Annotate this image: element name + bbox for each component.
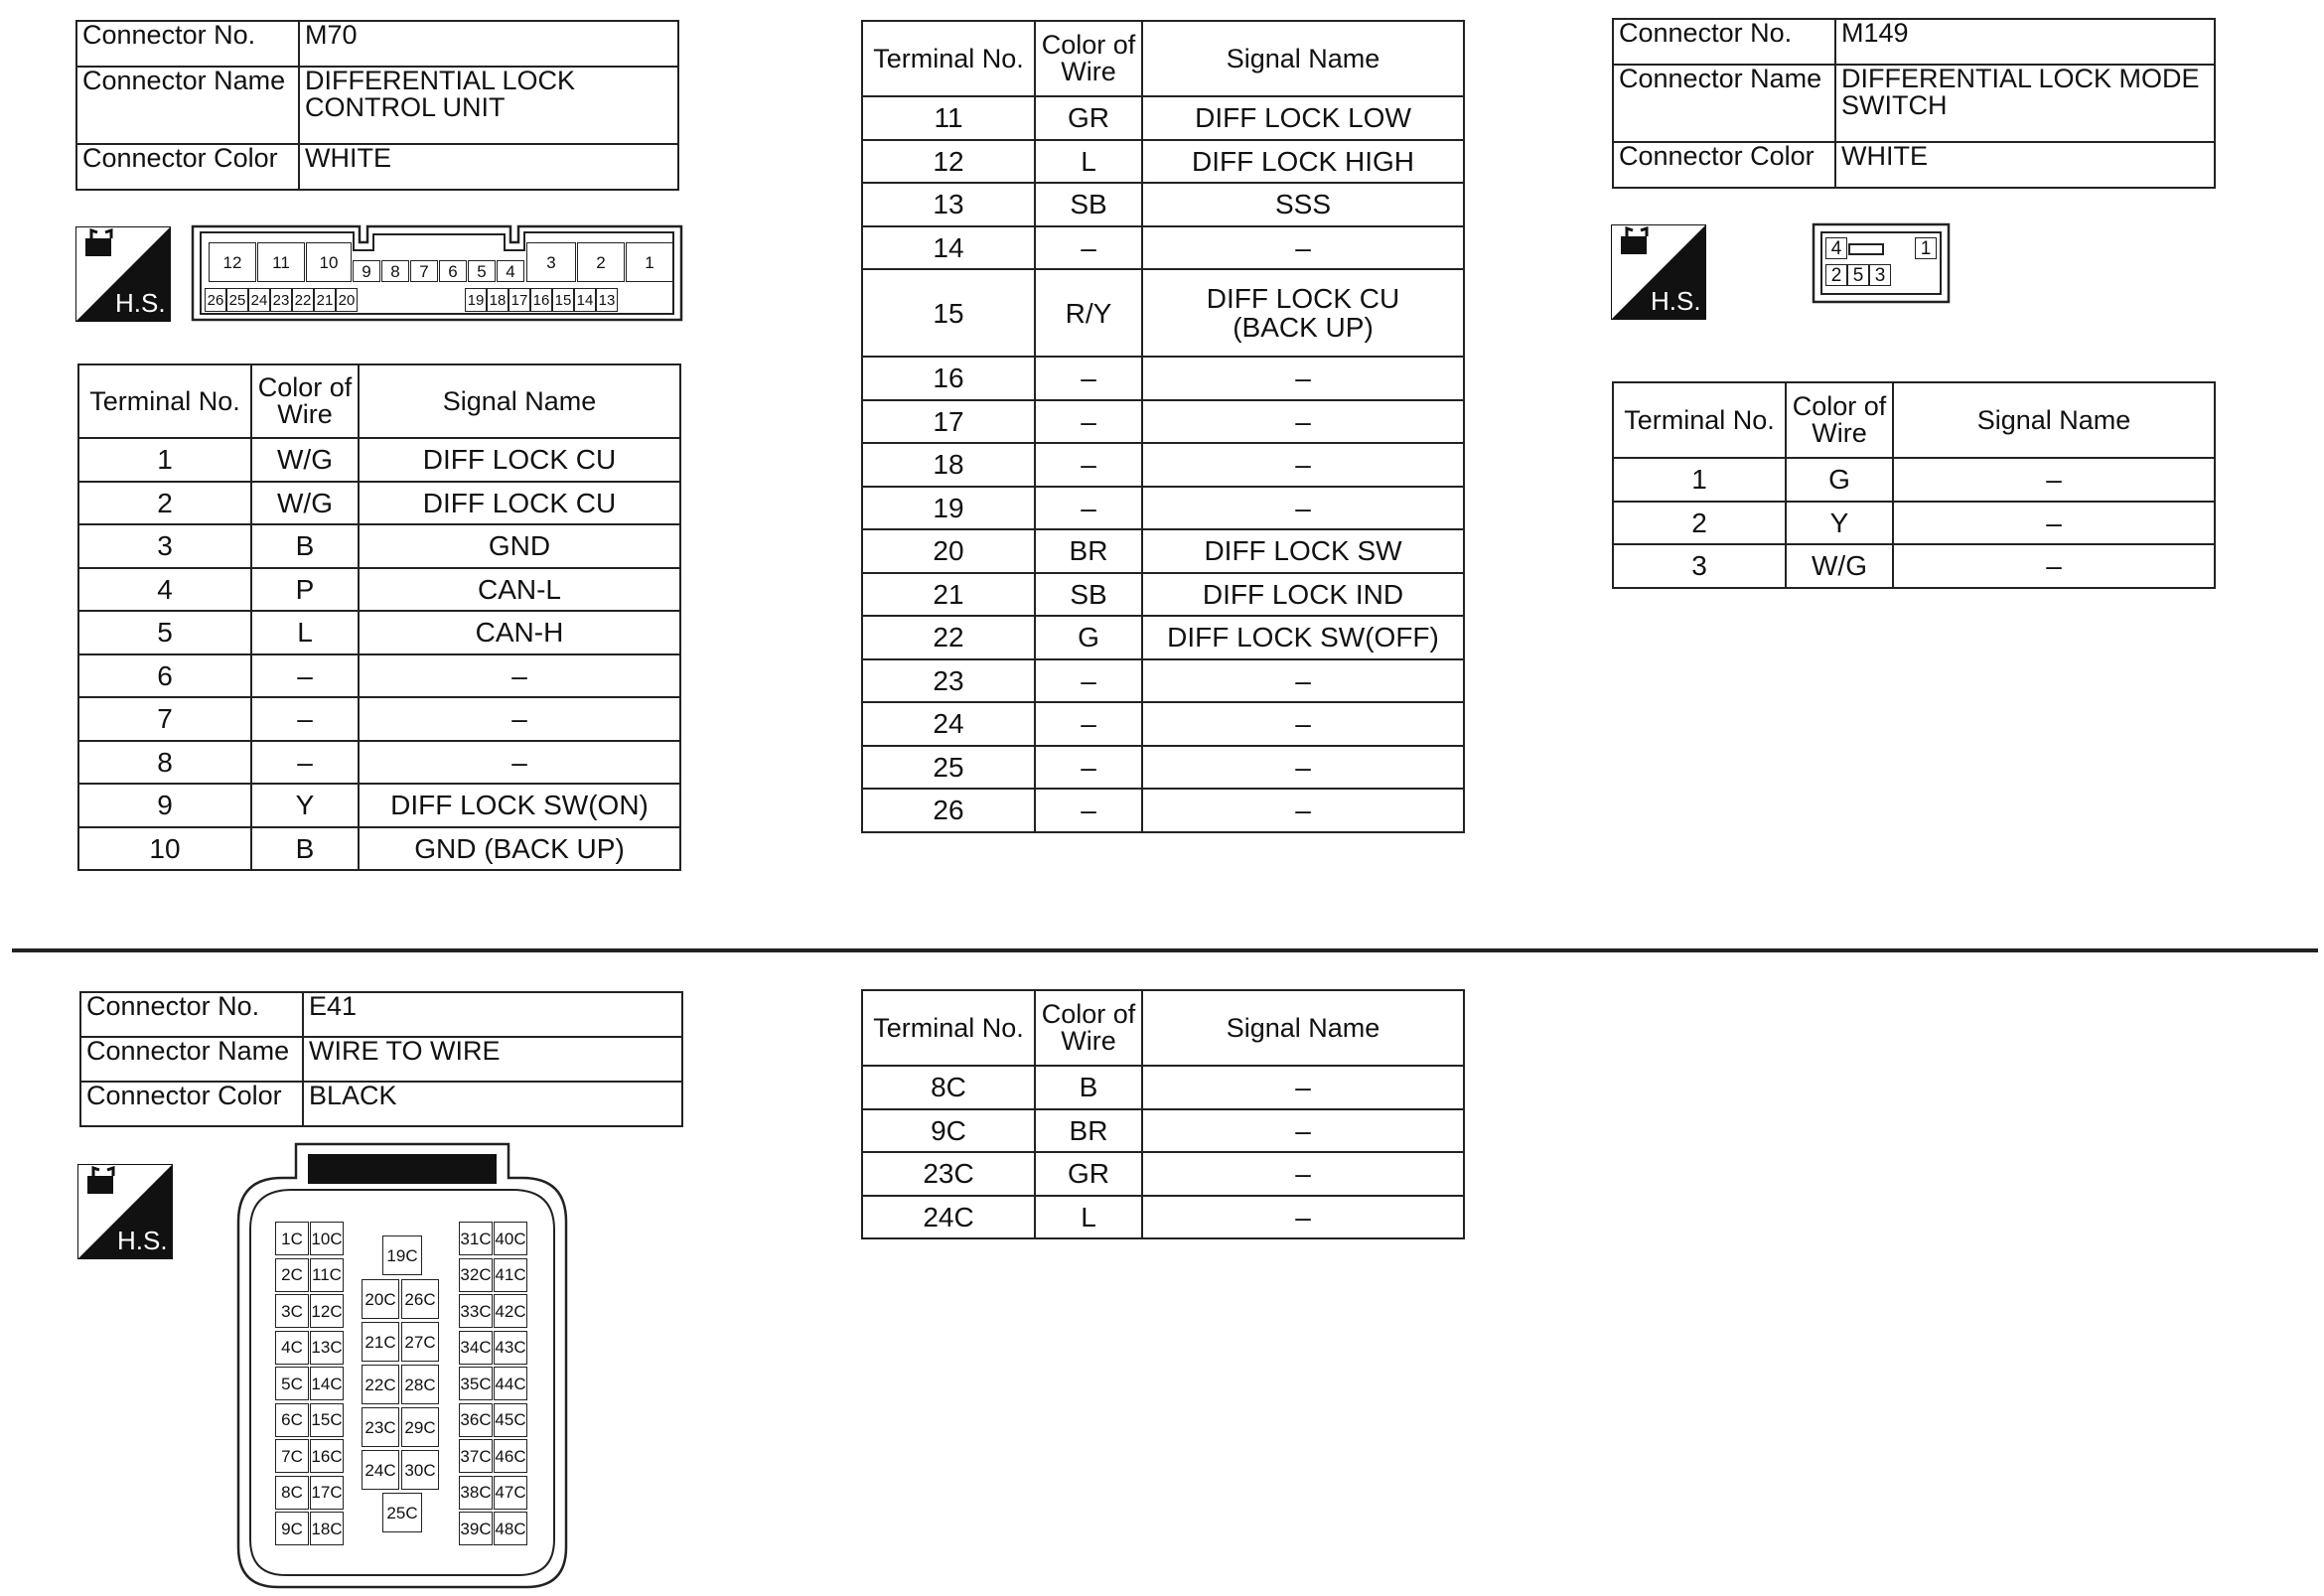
signal-name-cell: GND [359, 524, 680, 568]
connector-pin: 33C [459, 1294, 493, 1328]
connector-pin: 43C [494, 1331, 527, 1365]
table-row [862, 400, 1464, 444]
connector-pin: 19 [465, 288, 487, 312]
m149-info-table [1612, 18, 2216, 189]
table-row [78, 611, 680, 654]
terminal-no-cell: 23 [862, 659, 1035, 703]
connector-pin: 21 [314, 288, 336, 312]
table-row [78, 697, 680, 741]
signal-name-cell: – [359, 654, 680, 698]
signal-name-cell: DIFF LOCK SW(OFF) [1142, 616, 1464, 659]
signal-name-cell: – [1142, 226, 1464, 270]
connector-pin: 13 [596, 288, 618, 312]
header-signal-name: Signal Name [1142, 21, 1464, 96]
connector-pin: 17C [310, 1476, 344, 1510]
table-row [862, 702, 1464, 746]
label-connector-color: Connector Color [80, 1082, 303, 1126]
connector-pin: 34C [459, 1331, 493, 1365]
wire-color-cell: Y [251, 784, 359, 827]
terminal-no-cell: 19 [862, 487, 1035, 530]
label-connector-no: Connector No. [76, 21, 299, 67]
connector-pin: 21C [362, 1322, 399, 1362]
m149-connector-no: M149 [1835, 19, 2215, 65]
signal-name-cell: – [1142, 1196, 1464, 1239]
wire-color-cell: BR [1035, 1109, 1142, 1153]
terminal-no-cell: 11 [862, 96, 1035, 140]
header-terminal-no: Terminal No. [78, 364, 251, 438]
table-row [862, 616, 1464, 659]
wire-color-cell: G [1786, 458, 1893, 502]
terminal-no-cell: 24 [862, 702, 1035, 746]
connector-pin: 14C [310, 1367, 344, 1400]
table-row [862, 269, 1464, 357]
signal-name-cell: – [1142, 659, 1464, 703]
terminal-no-cell: 20 [862, 529, 1035, 573]
connector-pin: 8C [275, 1476, 309, 1510]
table-row [862, 789, 1464, 832]
connector-pin: 3 [526, 242, 576, 282]
section-divider [12, 948, 2318, 952]
table-row [862, 443, 1464, 487]
signal-name-cell: DIFF LOCK SW [1142, 529, 1464, 573]
label-connector-name: Connector Name [76, 67, 299, 144]
m70-terminal-table-2 [861, 20, 1465, 833]
m70-connector-color: WHITE [299, 144, 678, 190]
wire-color-cell: – [1035, 487, 1142, 530]
terminal-no-cell: 24C [862, 1196, 1035, 1239]
connector-pin: 7 [410, 260, 438, 282]
connector-pin: 20 [336, 288, 358, 312]
wire-color-cell: Y [1786, 502, 1893, 545]
terminal-no-cell: 2 [1613, 502, 1786, 545]
header-signal-name: Signal Name [359, 364, 680, 438]
terminal-no-cell: 16 [862, 357, 1035, 400]
terminal-no-cell: 14 [862, 226, 1035, 270]
table-row [78, 654, 680, 698]
header-signal-name: Signal Name [1142, 990, 1464, 1066]
header-color-of-wire: Color of Wire [1035, 21, 1142, 96]
connector-pin: 15C [310, 1403, 344, 1437]
connector-pin: 9C [275, 1512, 309, 1545]
connector-pin: 11C [310, 1258, 344, 1292]
signal-name-cell: – [1142, 789, 1464, 832]
connector-pin: 10 [306, 242, 352, 282]
table-row [862, 1152, 1464, 1196]
connector-pin: 16 [530, 288, 552, 312]
table-row [78, 524, 680, 568]
wire-color-cell: GR [1035, 96, 1142, 140]
wire-color-cell: R/Y [1035, 269, 1142, 357]
connector-pin: 24C [362, 1450, 399, 1490]
terminal-no-cell: 12 [862, 140, 1035, 184]
wire-color-cell: – [251, 741, 359, 785]
hs-label: H.S. [1651, 286, 1701, 316]
terminal-no-cell: 3 [1613, 544, 1786, 588]
connector-pin: 18C [310, 1512, 344, 1545]
label-connector-color: Connector Color [76, 144, 299, 190]
signal-name-cell: – [1142, 1152, 1464, 1196]
signal-name-cell: GND (BACK UP) [359, 827, 680, 871]
wire-color-cell: BR [1035, 529, 1142, 573]
signal-name-cell: – [1142, 1109, 1464, 1153]
connector-pin: 23 [270, 288, 292, 312]
terminal-no-cell: 18 [862, 443, 1035, 487]
e41-connector-color: BLACK [303, 1082, 682, 1126]
table-row [862, 226, 1464, 270]
connector-pin: 26C [401, 1279, 439, 1319]
wire-color-cell: – [251, 654, 359, 698]
harness-side-icon [1611, 224, 1706, 320]
connector-pin: 4 [1825, 237, 1847, 259]
table-row [862, 96, 1464, 140]
connector-pin: 5 [1847, 264, 1869, 286]
terminal-no-cell: 2 [78, 482, 251, 525]
connector-pin: 48C [494, 1512, 527, 1545]
connector-pin: 39C [459, 1512, 493, 1545]
wire-color-cell: – [1035, 443, 1142, 487]
wire-color-cell: – [251, 697, 359, 741]
table-row [862, 659, 1464, 703]
header-terminal-no: Terminal No. [1613, 382, 1786, 458]
connector-pin: 41C [494, 1258, 527, 1292]
wire-color-cell: – [1035, 789, 1142, 832]
terminal-no-cell: 3 [78, 524, 251, 568]
table-row [862, 746, 1464, 790]
terminal-no-cell: 25 [862, 746, 1035, 790]
header-signal-name: Signal Name [1893, 382, 2215, 458]
connector-pin: 23C [362, 1407, 399, 1447]
terminal-no-cell: 6 [78, 654, 251, 698]
terminal-no-cell: 9 [78, 784, 251, 827]
connector-pin: 2 [577, 242, 625, 282]
wire-color-cell: – [1035, 226, 1142, 270]
connector-pin: 13C [310, 1331, 344, 1365]
table-row [862, 1109, 1464, 1153]
table-row [862, 140, 1464, 184]
header-color-of-wire: Color of Wire [1786, 382, 1893, 458]
connector-pin: 40C [494, 1222, 527, 1255]
signal-name-cell: DIFF LOCK CU [359, 482, 680, 525]
wire-color-cell: L [251, 611, 359, 654]
wire-color-cell: P [251, 568, 359, 612]
label-connector-color: Connector Color [1613, 142, 1835, 188]
signal-name-cell: – [1893, 544, 2215, 588]
table-row [862, 487, 1464, 530]
wire-color-cell: G [1035, 616, 1142, 659]
connector-pin: 27C [401, 1322, 439, 1362]
connector-pin: 22C [362, 1365, 399, 1404]
m70-connector-no: M70 [299, 21, 678, 67]
harness-side-icon [77, 1164, 173, 1259]
signal-name-cell: – [359, 697, 680, 741]
signal-name-cell: CAN-L [359, 568, 680, 612]
connector-pin: 4C [275, 1331, 309, 1365]
label-connector-name: Connector Name [1613, 65, 1835, 142]
signal-name-cell: SSS [1142, 183, 1464, 226]
terminal-no-cell: 10 [78, 827, 251, 871]
table-row [78, 438, 680, 482]
wire-color-cell: SB [1035, 573, 1142, 617]
signal-name-cell: CAN-H [359, 611, 680, 654]
connector-pin: 2C [275, 1258, 309, 1292]
connector-pin: 35C [459, 1367, 493, 1400]
signal-name-cell: DIFF LOCK SW(ON) [359, 784, 680, 827]
header-terminal-no: Terminal No. [862, 21, 1035, 96]
wire-color-cell: W/G [251, 482, 359, 525]
signal-name-cell: – [359, 741, 680, 785]
connector-pin: 42C [494, 1294, 527, 1328]
table-row [862, 183, 1464, 226]
connector-pin: 26 [205, 288, 226, 312]
terminal-no-cell: 8 [78, 741, 251, 785]
signal-name-cell: – [1142, 443, 1464, 487]
wire-color-cell: L [1035, 1196, 1142, 1239]
connector-pin: 1 [1915, 237, 1937, 259]
label-connector-name: Connector Name [80, 1037, 303, 1082]
connector-pin: 6C [275, 1403, 309, 1437]
terminal-no-cell: 5 [78, 611, 251, 654]
connector-pin: 44C [494, 1367, 527, 1400]
connector-pin: 24 [248, 288, 270, 312]
connector-pin: 36C [459, 1403, 493, 1437]
signal-name-cell: – [1142, 702, 1464, 746]
table-row [1613, 502, 2215, 545]
m149-connector-name: DIFFERENTIAL LOCK MODE SWITCH [1835, 65, 2215, 142]
connector-pin: 12C [310, 1294, 344, 1328]
connector-pin: 9 [353, 260, 380, 282]
connector-pin: 1C [275, 1222, 309, 1255]
header-color-of-wire: Color of Wire [251, 364, 359, 438]
connector-pin: 3C [275, 1294, 309, 1328]
table-row [1613, 458, 2215, 502]
terminal-no-cell: 26 [862, 789, 1035, 832]
connector-pin: 25 [226, 288, 248, 312]
header-terminal-no: Terminal No. [862, 990, 1035, 1066]
m149-connector-face [1812, 222, 1951, 304]
wire-color-cell: L [1035, 140, 1142, 184]
harness-side-icon [75, 226, 171, 322]
signal-name-cell: – [1142, 357, 1464, 400]
label-connector-no: Connector No. [80, 992, 303, 1037]
wire-color-cell: – [1035, 357, 1142, 400]
terminal-no-cell: 1 [78, 438, 251, 482]
signal-name-cell: DIFF LOCK CU (BACK UP) [1142, 269, 1464, 357]
signal-name-cell: – [1142, 400, 1464, 444]
connector-pin: 14 [574, 288, 596, 312]
connector-pin: 4 [497, 260, 524, 282]
signal-name-cell: DIFF LOCK HIGH [1142, 140, 1464, 184]
connector-pin: 12 [209, 242, 256, 282]
connector-pin: 2 [1825, 264, 1847, 286]
table-row [78, 482, 680, 525]
m70-terminal-table-1 [77, 363, 681, 871]
e41-info-table [79, 991, 683, 1127]
connector-pin: 10C [310, 1222, 344, 1255]
wire-color-cell: – [1035, 746, 1142, 790]
table-row [1613, 544, 2215, 588]
table-row [862, 529, 1464, 573]
terminal-no-cell: 1 [1613, 458, 1786, 502]
signal-name-cell: DIFF LOCK CU [359, 438, 680, 482]
wire-color-cell: – [1035, 659, 1142, 703]
e41-terminal-table [861, 989, 1465, 1239]
connector-pin: 19C [382, 1235, 422, 1275]
table-row [78, 568, 680, 612]
connector-pin: 29C [401, 1407, 439, 1447]
signal-name-cell: – [1142, 487, 1464, 530]
terminal-no-cell: 21 [862, 573, 1035, 617]
wire-color-cell: – [1035, 400, 1142, 444]
connector-pin: 11 [257, 242, 305, 282]
connector-pin: 30C [401, 1450, 439, 1490]
m149-terminal-table [1612, 381, 2216, 589]
connector-pin: 38C [459, 1476, 493, 1510]
table-row [862, 357, 1464, 400]
connector-pin: 16C [310, 1439, 344, 1473]
e41-connector-no: E41 [303, 992, 682, 1037]
connector-pin: 20C [362, 1279, 399, 1319]
label-connector-no: Connector No. [1613, 19, 1835, 65]
connector-pin: 46C [494, 1439, 527, 1473]
connector-pin: 5C [275, 1367, 309, 1400]
table-row [78, 784, 680, 827]
wire-color-cell: B [1035, 1066, 1142, 1109]
wire-color-cell: W/G [251, 438, 359, 482]
terminal-no-cell: 8C [862, 1066, 1035, 1109]
connector-pin: 8 [381, 260, 409, 282]
signal-name-cell: DIFF LOCK IND [1142, 573, 1464, 617]
signal-name-cell: – [1142, 1066, 1464, 1109]
connector-pin: 31C [459, 1222, 493, 1255]
terminal-no-cell: 13 [862, 183, 1035, 226]
connector-pin: 25C [382, 1493, 422, 1532]
hs-label: H.S. [117, 1226, 168, 1255]
terminal-no-cell: 7 [78, 697, 251, 741]
connector-pin: 7C [275, 1439, 309, 1473]
table-row [862, 1196, 1464, 1239]
connector-pin: 47C [494, 1476, 527, 1510]
connector-pin: 1 [626, 242, 673, 282]
table-row [862, 1066, 1464, 1109]
terminal-no-cell: 17 [862, 400, 1035, 444]
signal-name-cell: – [1142, 746, 1464, 790]
wire-color-cell: W/G [1786, 544, 1893, 588]
wire-color-cell: GR [1035, 1152, 1142, 1196]
wire-color-cell: SB [1035, 183, 1142, 226]
connector-pin: 15 [552, 288, 574, 312]
connector-pin: 37C [459, 1439, 493, 1473]
hs-label: H.S. [115, 288, 166, 318]
m70-connector-name: DIFFERENTIAL LOCK CONTROL UNIT [299, 67, 678, 144]
wire-color-cell: – [1035, 702, 1142, 746]
wire-color-cell: B [251, 524, 359, 568]
connector-pin: 18 [487, 288, 508, 312]
signal-name-cell: – [1893, 502, 2215, 545]
connector-pin: 6 [439, 260, 467, 282]
m149-connector-color: WHITE [1835, 142, 2215, 188]
e41-connector-name: WIRE TO WIRE [303, 1037, 682, 1082]
wire-color-cell: B [251, 827, 359, 871]
header-color-of-wire: Color of Wire [1035, 990, 1142, 1066]
connector-pin: 32C [459, 1258, 493, 1292]
connector-pin: 22 [292, 288, 314, 312]
m70-info-table [75, 20, 679, 191]
connector-pin: 5 [468, 260, 496, 282]
connector-pin: 28C [401, 1365, 439, 1404]
table-row [78, 741, 680, 785]
terminal-no-cell: 4 [78, 568, 251, 612]
connector-pin: 3 [1869, 264, 1891, 286]
terminal-no-cell: 15 [862, 269, 1035, 357]
signal-name-cell: – [1893, 458, 2215, 502]
terminal-no-cell: 9C [862, 1109, 1035, 1153]
table-row [78, 827, 680, 871]
terminal-no-cell: 23C [862, 1152, 1035, 1196]
signal-name-cell: DIFF LOCK LOW [1142, 96, 1464, 140]
connector-pin: 45C [494, 1403, 527, 1437]
table-row [862, 573, 1464, 617]
terminal-no-cell: 22 [862, 616, 1035, 659]
connector-pin: 17 [508, 288, 530, 312]
